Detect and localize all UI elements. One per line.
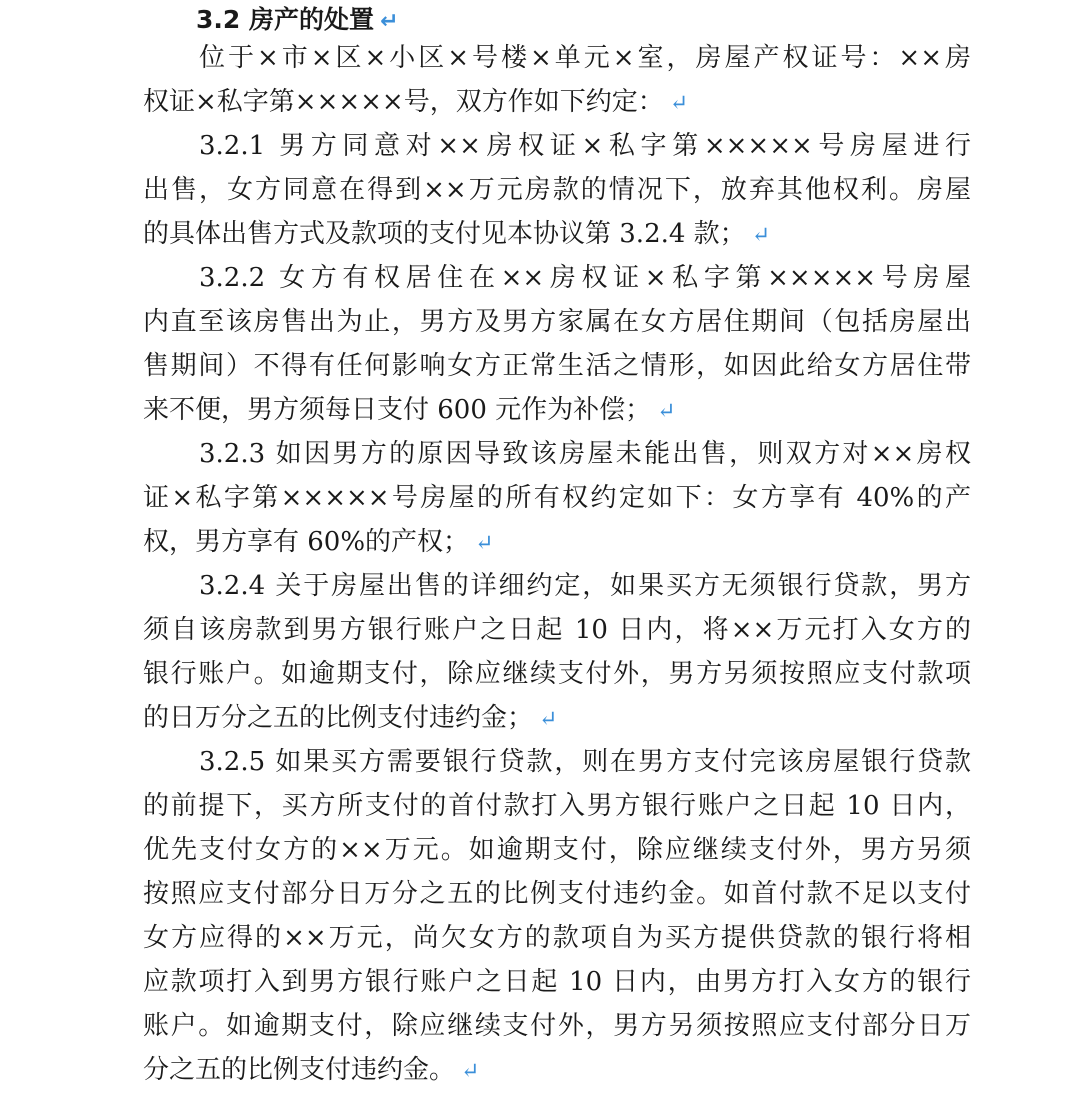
line-text: 来不便，男方须每日支付 600 元作为补偿； [143,395,652,425]
paragraph-line [143,388,971,432]
line-text: 账户。如逾期支付，除应继续支付外，男方另须按照应支付部分日万 [143,1011,971,1041]
paragraph-line [143,36,971,80]
paragraph [143,36,971,124]
return-mark-icon: ↵ [380,9,399,34]
paragraph-line [143,476,971,520]
return-mark-icon: ↵ [657,399,676,424]
section-heading [196,0,398,40]
line-text: 售期间）不得有任何影响女方正常生活之情形，如因此给女方居住带 [143,351,971,381]
line-text: 应款项打入到男方银行账户之日起 10 日内，由男方打入女方的银行 [143,967,971,997]
return-mark-icon: ↵ [751,223,771,248]
paragraph-line [143,608,971,652]
paragraph-line [143,168,971,212]
line-text: 优先支付女方的××万元。如逾期支付，除应继续支付外，男方另须 [143,835,971,865]
line-text: 3.2.2 女方有权居住在××房权证×私字第×××××号房屋 [199,263,971,293]
paragraph-line [143,344,971,388]
paragraph-line [143,916,971,960]
line-text: 分之五的比例支付违约金。 [143,1055,456,1085]
return-mark-icon: ↵ [669,91,689,116]
paragraph-line [143,256,971,300]
line-text: 3.2.5 如果买方需要银行贷款，则在男方支付完该房屋银行贷款 [199,747,971,777]
paragraph-line [143,960,971,1004]
return-mark-icon: ↵ [461,1059,480,1084]
paragraph-line [143,872,971,916]
return-mark-icon: ↵ [539,707,558,732]
paragraph-line [143,212,971,256]
paragraph-line [143,432,971,476]
line-text: 的具体出售方式及款项的支付见本协议第 3.2.4 款； [143,219,746,249]
line-text: 的日万分之五的比例支付违约金； [143,703,534,733]
paragraph-line [143,696,971,740]
line-text: 的前提下，买方所支付的首付款打入男方银行账户之日起 10 日内， [143,791,971,821]
line-text: 女方应得的××万元，尚欠女方的款项自为买方提供贷款的银行将相 [143,923,971,953]
line-text: 3.2.4 关于房屋出售的详细约定，如果买方无须银行贷款，男方 [199,571,971,601]
paragraph-line [143,1048,971,1092]
line-text: 须自该房款到男方银行账户之日起 10 日内，将××万元打入女方的 [143,615,971,645]
line-text: 内直至该房售出为止，男方及男方家属在女方居住期间（包括房屋出 [143,307,971,337]
paragraph-line [143,652,971,696]
heading-text: 3.2 房产的处置 [196,5,374,34]
line-text: 3.2.3 如因男方的原因导致该房屋未能出售，则双方对××房权 [199,439,971,469]
paragraph [143,564,971,740]
line-text: 权，男方享有 60%的产权； [143,527,470,557]
paragraph-line [143,784,971,828]
paragraph-line [143,300,971,344]
paragraph [143,256,971,432]
paragraph-line [143,80,971,124]
line-text: 3.2.1 男方同意对××房权证×私字第×××××号房屋进行 [199,131,971,161]
line-text: 权证×私字第×××××号，双方作如下约定： [143,87,664,117]
paragraph-line [143,740,971,784]
paragraph [143,432,971,564]
paragraph [143,740,971,1092]
line-text: 银行账户。如逾期支付，除应继续支付外，男方另须按照应支付款项 [143,659,971,689]
line-text: 按照应支付部分日万分之五的比例支付违约金。如首付款不足以支付 [143,879,971,909]
paragraph [143,124,971,256]
paragraph-line [143,828,971,872]
line-text: 出售，女方同意在得到××万元房款的情况下，放弃其他权利。房屋 [143,175,971,205]
line-text: 证×私字第×××××号房屋的所有权约定如下：女方享有 40%的产 [143,483,971,513]
paragraph-line [143,1004,971,1048]
document-body [143,36,971,1092]
return-mark-icon: ↵ [475,531,494,556]
paragraph-line [143,520,971,564]
paragraph-line [143,564,971,608]
line-text: 位于×市×区×小区×号楼×单元×室，房屋产权证号：××房 [199,43,971,73]
paragraph-line [143,124,971,168]
